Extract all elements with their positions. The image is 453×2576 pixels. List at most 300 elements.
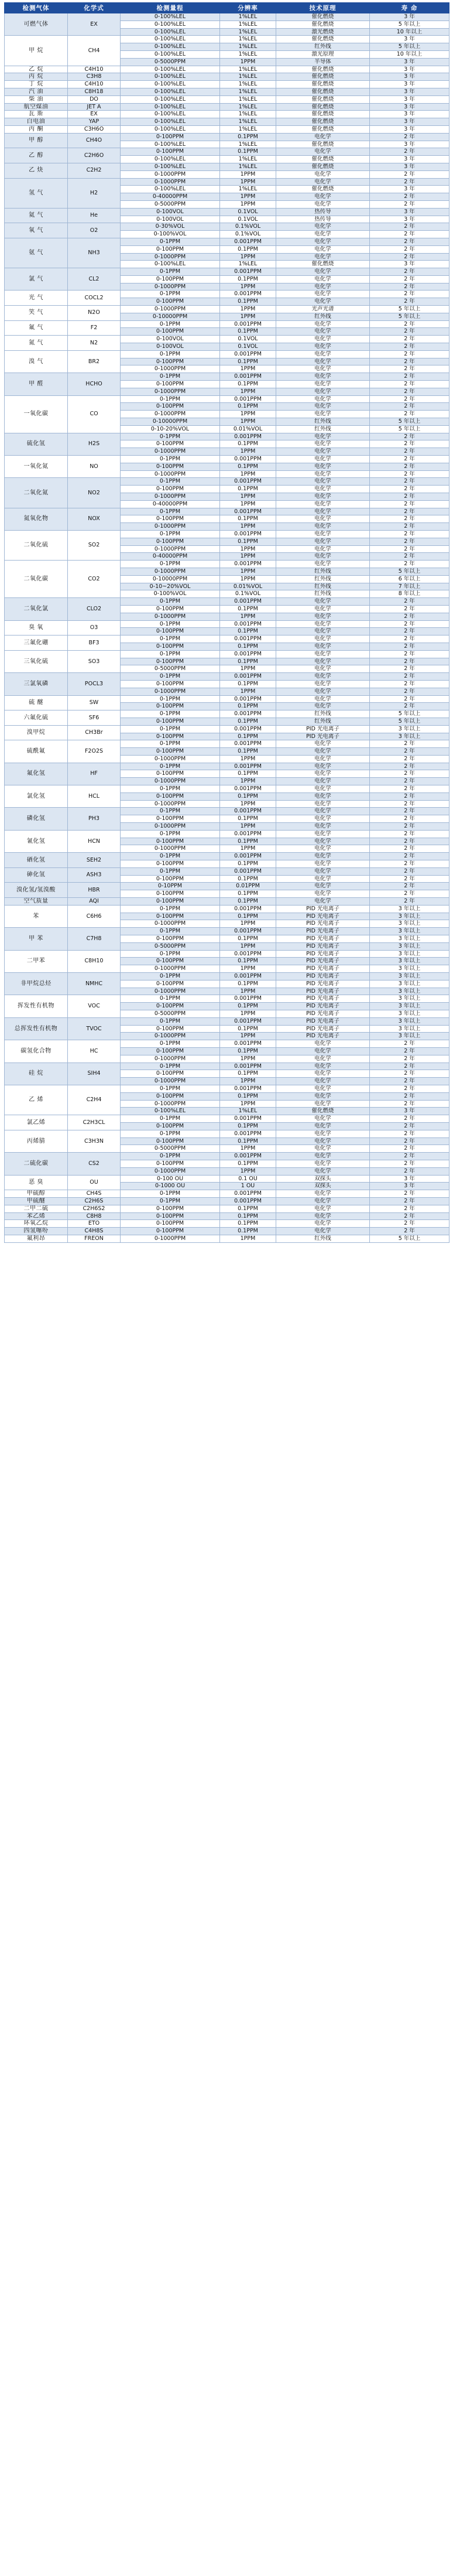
cell-formula: C4H10 — [68, 66, 121, 73]
cell-resolution: 0.1PPM — [220, 1137, 276, 1145]
cell-principle: 电化学 — [276, 1070, 370, 1078]
cell-principle: 电化学 — [276, 853, 370, 860]
cell-resolution: 0.001PPM — [220, 1130, 276, 1137]
cell-principle: 电化学 — [276, 456, 370, 463]
cell-life: 5 年以上 — [370, 418, 449, 426]
cell-principle: 电化学 — [276, 358, 370, 365]
cell-resolution: 0.001PPM — [220, 905, 276, 913]
cell-life: 3 年 — [370, 103, 449, 111]
cell-principle: PID 光电离子 — [276, 905, 370, 913]
cell-range: 0-1PPM — [121, 695, 220, 703]
cell-resolution: 0.1PPM — [220, 748, 276, 756]
cell-range: 0-100%LEL — [121, 36, 220, 43]
cell-formula: EX — [68, 111, 121, 118]
cell-range: 0-1PPM — [121, 373, 220, 381]
cell-formula: SW — [68, 695, 121, 710]
cell-life: 2 年 — [370, 830, 449, 838]
cell-gas-name: 二甲苯 — [5, 950, 68, 972]
cell-formula: ASH3 — [68, 867, 121, 883]
table-row — [5, 1190, 449, 1198]
cell-range: 0-1PPM — [121, 808, 220, 815]
cell-formula: CS2 — [68, 1153, 121, 1175]
cell-formula: HCHO — [68, 373, 121, 395]
cell-life: 2 年 — [370, 1197, 449, 1205]
cell-resolution: 0.1PPM — [220, 245, 276, 253]
cell-formula: COCL2 — [68, 291, 121, 306]
cell-life: 2 年 — [370, 275, 449, 283]
cell-range: 0-100PPM — [121, 275, 220, 283]
cell-range: 0-100PPM — [121, 605, 220, 613]
cell-principle: 电化学 — [276, 1040, 370, 1048]
table-row — [5, 830, 449, 838]
cell-range: 0-100PPM — [121, 328, 220, 336]
cell-principle: 电化学 — [276, 328, 370, 336]
cell-range: 0-1000PPM — [121, 1100, 220, 1108]
cell-life: 2 年 — [370, 898, 449, 906]
cell-life: 2 年 — [370, 170, 449, 178]
table-row — [5, 163, 449, 170]
cell-range: 0-1PPM — [121, 1062, 220, 1070]
cell-life: 2 年 — [370, 553, 449, 561]
cell-principle: PID 光电离子 — [276, 980, 370, 988]
cell-formula: HCL — [68, 785, 121, 808]
cell-life: 2 年 — [370, 680, 449, 688]
cell-life: 2 年 — [370, 336, 449, 343]
cell-life: 2 年 — [370, 268, 449, 276]
cell-range: 0-1000PPM — [121, 470, 220, 478]
table-row — [5, 291, 449, 298]
cell-principle: 电化学 — [276, 178, 370, 186]
cell-resolution: 0.1PPM — [220, 1025, 276, 1033]
cell-range: 0-1000PPM — [121, 545, 220, 553]
cell-resolution: 0.1PPM — [220, 486, 276, 493]
cell-principle: PID 光电离子 — [276, 1010, 370, 1017]
cell-resolution: 1PPM — [220, 193, 276, 201]
cell-life: 3 年 — [370, 1183, 449, 1190]
cell-life: 3 年 — [370, 1175, 449, 1183]
cell-range: 0-100%LEL — [121, 95, 220, 103]
cell-life: 2 年 — [370, 763, 449, 770]
cell-principle: 电化学 — [276, 808, 370, 815]
cell-life: 2 年 — [370, 298, 449, 306]
cell-gas-name: 二甲二硫 — [5, 1205, 68, 1212]
cell-principle: 电化学 — [276, 636, 370, 643]
cell-principle: 电化学 — [276, 231, 370, 238]
cell-gas-name: 甲 烷 — [5, 36, 68, 66]
cell-range: 0-1PPM — [121, 1190, 220, 1198]
cell-range: 0-100PPM — [121, 133, 220, 141]
cell-life: 2 年 — [370, 1160, 449, 1167]
cell-resolution: 0.001PPM — [220, 995, 276, 1003]
cell-principle: 电化学 — [276, 680, 370, 688]
table-row — [5, 268, 449, 276]
cell-resolution: 0.001PPM — [220, 268, 276, 276]
cell-life: 3 年 — [370, 66, 449, 73]
cell-formula: O3 — [68, 620, 121, 636]
cell-principle: 催化燃烧 — [276, 73, 370, 81]
cell-resolution: 0.1PPM — [220, 913, 276, 920]
cell-formula: CO2 — [68, 561, 121, 598]
cell-resolution: 1%LEL — [220, 103, 276, 111]
table-row — [5, 905, 449, 913]
cell-gas-name: 氦 气 — [5, 208, 68, 223]
cell-life: 2 年 — [370, 463, 449, 470]
cell-range: 0-10~20%VOL — [121, 583, 220, 590]
cell-range: 0-1000PPM — [121, 523, 220, 531]
cell-life: 2 年 — [370, 381, 449, 388]
cell-resolution: 0.1VOL — [220, 208, 276, 216]
table-row — [5, 320, 449, 328]
cell-life: 2 年 — [370, 1062, 449, 1070]
cell-life: 2 年 — [370, 867, 449, 875]
cell-life: 2 年 — [370, 561, 449, 568]
cell-range: 0-100PPM — [121, 733, 220, 740]
cell-range: 0-1000PPM — [121, 411, 220, 418]
cell-range: 0-10000PPM — [121, 575, 220, 583]
cell-life: 2 年 — [370, 815, 449, 823]
cell-range: 0-5000PPM — [121, 1145, 220, 1153]
cell-range: 0-1000PPM — [121, 1167, 220, 1175]
cell-resolution: 0.001PPM — [220, 710, 276, 718]
cell-life: 2 年 — [370, 673, 449, 681]
cell-range: 0-100 OU — [121, 1175, 220, 1183]
cell-range: 0-1PPM — [121, 433, 220, 440]
cell-range: 0-100PPM — [121, 913, 220, 920]
table-row — [5, 1228, 449, 1235]
cell-formula: F2 — [68, 320, 121, 336]
cell-range: 0-1PPM — [121, 995, 220, 1003]
cell-life: 2 年 — [370, 320, 449, 328]
cell-range: 0-100PPM — [121, 245, 220, 253]
cell-range: 0-100%LEL — [121, 156, 220, 163]
cell-life: 5 年以上 — [370, 718, 449, 725]
cell-principle: 电化学 — [276, 703, 370, 710]
cell-life: 5 年以上 — [370, 1235, 449, 1242]
cell-resolution: 0.001PPM — [220, 433, 276, 440]
cell-gas-name: 丙 烷 — [5, 73, 68, 81]
cell-principle: 催化燃烧 — [276, 21, 370, 28]
table-row — [5, 111, 449, 118]
cell-principle: 电化学 — [276, 478, 370, 486]
cell-formula: N2O — [68, 306, 121, 321]
cell-range: 0-1PPM — [121, 725, 220, 733]
cell-range: 0-1PPM — [121, 561, 220, 568]
cell-principle: 电化学 — [276, 598, 370, 606]
cell-principle: 电化学 — [276, 538, 370, 545]
cell-resolution: 0.001PPM — [220, 508, 276, 515]
cell-principle: 激光燃烧 — [276, 28, 370, 36]
cell-principle: 催化燃烧 — [276, 66, 370, 73]
cell-life: 2 年 — [370, 875, 449, 883]
cell-life: 2 年 — [370, 193, 449, 201]
table-row — [5, 1220, 449, 1228]
cell-range: 0-1000PPM — [121, 493, 220, 501]
cell-formula: C2H6O — [68, 148, 121, 163]
cell-range: 0-100PPM — [121, 890, 220, 898]
cell-principle: 双探头 — [276, 1183, 370, 1190]
cell-formula: NMHC — [68, 973, 121, 995]
cell-resolution: 1PPM — [220, 1167, 276, 1175]
cell-formula: JET A — [68, 103, 121, 111]
cell-principle: 红外线 — [276, 1235, 370, 1242]
cell-resolution: 1PPM — [220, 1235, 276, 1242]
cell-resolution: 0.001PPM — [220, 950, 276, 958]
cell-principle: 电化学 — [276, 193, 370, 201]
cell-principle: 红外线 — [276, 313, 370, 320]
cell-gas-name: 氟化氢 — [5, 763, 68, 785]
cell-life: 3 年 — [370, 216, 449, 223]
cell-principle: 电化学 — [276, 268, 370, 276]
cell-range: 0-10000PPM — [121, 418, 220, 426]
cell-range: 0-1PPM — [121, 905, 220, 913]
cell-formula: CL2 — [68, 268, 121, 291]
cell-range: 0-100%LEL — [121, 66, 220, 73]
cell-range: 0-100PPM — [121, 1070, 220, 1078]
cell-principle: 电化学 — [276, 238, 370, 245]
cell-life: 2 年 — [370, 695, 449, 703]
cell-principle: 电化学 — [276, 838, 370, 845]
cell-formula: F2O2S — [68, 740, 121, 763]
cell-principle: 红外线 — [276, 425, 370, 433]
cell-life: 3 年 — [370, 58, 449, 66]
cell-principle: 电化学 — [276, 350, 370, 358]
cell-resolution: 0.1PPM — [220, 935, 276, 943]
cell-life: 3 年以上 — [370, 913, 449, 920]
cell-life: 3 年以上 — [370, 980, 449, 988]
cell-life: 3 年 — [370, 95, 449, 103]
cell-principle: 电化学 — [276, 1062, 370, 1070]
cell-range: 0-1PPM — [121, 830, 220, 838]
cell-life: 3 年 — [370, 73, 449, 81]
cell-principle: 电化学 — [276, 508, 370, 515]
cell-life: 2 年 — [370, 688, 449, 695]
cell-gas-name: 甲 醛 — [5, 373, 68, 395]
table-row — [5, 1197, 449, 1205]
col-range: 检测量程 — [121, 3, 220, 13]
cell-life: 2 年 — [370, 755, 449, 763]
cell-resolution: 0.001PPM — [220, 973, 276, 980]
cell-range: 0-100PPM — [121, 958, 220, 965]
cell-principle: 催化燃烧 — [276, 103, 370, 111]
cell-formula: C8H10 — [68, 950, 121, 972]
cell-resolution: 0.001PPM — [220, 320, 276, 328]
cell-range: 0-1PPM — [121, 1085, 220, 1092]
cell-resolution: 0.1PPM — [220, 703, 276, 710]
cell-life: 3 年以上 — [370, 1017, 449, 1025]
cell-resolution: 0.001PPM — [220, 598, 276, 606]
cell-life: 2 年 — [370, 395, 449, 403]
cell-resolution: 1%LEL — [220, 81, 276, 88]
table-row — [5, 478, 449, 486]
cell-gas-name: 氟利昂 — [5, 1235, 68, 1242]
cell-formula: C8H18 — [68, 88, 121, 95]
cell-resolution: 0.1PPM — [220, 1212, 276, 1220]
cell-resolution: 0.001PPM — [220, 456, 276, 463]
table-row — [5, 883, 449, 890]
cell-gas-name: 碳氢化合物 — [5, 1040, 68, 1062]
cell-resolution: 0.001PPM — [220, 650, 276, 658]
cell-life: 3 年以上 — [370, 1025, 449, 1033]
cell-range: 0-100PPM — [121, 703, 220, 710]
cell-life: 2 年 — [370, 1122, 449, 1130]
cell-range: 0-100PPM — [121, 875, 220, 883]
cell-formula: CH4O — [68, 133, 121, 148]
cell-principle: 电化学 — [276, 755, 370, 763]
cell-life: 2 年 — [370, 1130, 449, 1137]
cell-life: 6 年以上 — [370, 575, 449, 583]
cell-range: 0-40000PPM — [121, 193, 220, 201]
table-row — [5, 808, 449, 815]
cell-principle: 红外线 — [276, 43, 370, 51]
cell-range: 0-100PPM — [121, 1122, 220, 1130]
cell-principle: 电化学 — [276, 388, 370, 395]
cell-life: 3 年以上 — [370, 935, 449, 943]
cell-range: 0-100PPM — [121, 1220, 220, 1228]
cell-range: 0-1PPM — [121, 1040, 220, 1048]
cell-principle: PID 光电离子 — [276, 1025, 370, 1033]
cell-range: 0-100PPM — [121, 980, 220, 988]
cell-resolution: 1PPM — [220, 253, 276, 261]
cell-principle: 催化燃烧 — [276, 118, 370, 126]
cell-gas-name: 非甲烷总烃 — [5, 973, 68, 995]
table-row — [5, 1040, 449, 1048]
cell-resolution: 1PPM — [220, 942, 276, 950]
cell-life: 2 年 — [370, 433, 449, 440]
table-row — [5, 148, 449, 156]
cell-principle: 电化学 — [276, 1055, 370, 1062]
cell-formula: C3H6O — [68, 125, 121, 133]
cell-principle: 电化学 — [276, 530, 370, 538]
cell-principle: 电化学 — [276, 740, 370, 748]
cell-gas-name: 氧 气 — [5, 223, 68, 238]
cell-resolution: 0.1PPM — [220, 133, 276, 141]
table-row — [5, 81, 449, 88]
table-row — [5, 867, 449, 875]
cell-principle: 电化学 — [276, 395, 370, 403]
cell-range: 0-100PPM — [121, 381, 220, 388]
cell-resolution: 0.1PPM — [220, 1160, 276, 1167]
cell-resolution: 0.1PPM — [220, 605, 276, 613]
table-row — [5, 710, 449, 718]
cell-resolution: 0.001PPM — [220, 695, 276, 703]
cell-principle: 电化学 — [276, 1145, 370, 1153]
cell-principle: 电化学 — [276, 800, 370, 808]
table-row — [5, 103, 449, 111]
cell-formula: NOX — [68, 508, 121, 530]
cell-principle: 催化燃烧 — [276, 1108, 370, 1115]
cell-range: 0-100PPM — [121, 1003, 220, 1010]
cell-life: 3 年 — [370, 186, 449, 193]
cell-resolution: 0.1PPM — [220, 958, 276, 965]
col-life: 寿 命 — [370, 3, 449, 13]
cell-resolution: 0.1 OU — [220, 1175, 276, 1183]
cell-gas-name: 臭 氧 — [5, 620, 68, 636]
cell-life: 2 年 — [370, 1212, 449, 1220]
cell-resolution: 1 OU — [220, 1183, 276, 1190]
cell-range: 0-5000PPM — [121, 665, 220, 673]
cell-formula: H2 — [68, 178, 121, 208]
cell-life: 2 年 — [370, 1040, 449, 1048]
cell-resolution: 1PPM — [220, 283, 276, 291]
cell-resolution: 1%LEL — [220, 13, 276, 21]
cell-formula: O2 — [68, 223, 121, 238]
cell-resolution: 1%LEL — [220, 118, 276, 126]
cell-formula: SEH2 — [68, 853, 121, 868]
cell-resolution: 0.01%VOL — [220, 425, 276, 433]
cell-life: 2 年 — [370, 1047, 449, 1055]
cell-resolution: 1PPM — [220, 418, 276, 426]
cell-resolution: 1%LEL — [220, 163, 276, 170]
cell-gas-name: 乙 烯 — [5, 1085, 68, 1115]
cell-range: 0-100%LEL — [121, 28, 220, 36]
cell-resolution: 0.001PPM — [220, 373, 276, 381]
cell-principle: PID 光电离子 — [276, 920, 370, 928]
cell-resolution: 0.1PPM — [220, 890, 276, 898]
cell-resolution: 1%LEL — [220, 28, 276, 36]
table-row — [5, 1153, 449, 1160]
cell-resolution: 0.1PPM — [220, 515, 276, 523]
cell-principle: 电化学 — [276, 785, 370, 793]
cell-principle: 催化燃烧 — [276, 95, 370, 103]
cell-resolution: 1PPM — [220, 388, 276, 395]
cell-principle: 电化学 — [276, 650, 370, 658]
table-row — [5, 785, 449, 793]
cell-range: 0-100PPM — [121, 148, 220, 156]
table-row — [5, 66, 449, 73]
cell-life: 3 年 — [370, 163, 449, 170]
cell-range: 0-1PPM — [121, 508, 220, 515]
cell-life: 2 年 — [370, 545, 449, 553]
table-row — [5, 125, 449, 133]
cell-gas-name: 六氟化硫 — [5, 710, 68, 726]
cell-principle: 电化学 — [276, 830, 370, 838]
cell-range: 0-1PPM — [121, 636, 220, 643]
gas-detection-spec-sheet — [0, 2, 453, 2576]
cell-range: 0-100%LEL — [121, 141, 220, 148]
table-row — [5, 118, 449, 126]
cell-range: 0-1PPM — [121, 268, 220, 276]
cell-life: 3 年 — [370, 261, 449, 268]
cell-life: 3 年 — [370, 141, 449, 148]
cell-life: 5 年以上 — [370, 425, 449, 433]
cell-resolution: 1%LEL — [220, 186, 276, 193]
cell-principle: PID 光电离子 — [276, 913, 370, 920]
cell-life: 3 年 — [370, 111, 449, 118]
cell-range: 0-100PPM — [121, 1137, 220, 1145]
cell-resolution: 0.001PPM — [220, 1017, 276, 1025]
cell-resolution: 0.1VOL — [220, 336, 276, 343]
cell-resolution: 1PPM — [220, 920, 276, 928]
cell-principle: 电化学 — [276, 291, 370, 298]
cell-range: 0-1000PPM — [121, 688, 220, 695]
cell-range: 0-100%LEL — [121, 1108, 220, 1115]
cell-resolution: 0.001PPM — [220, 620, 276, 628]
cell-range: 0-100%VOL — [121, 231, 220, 238]
cell-resolution: 1PPM — [220, 575, 276, 583]
cell-principle: 电化学 — [276, 643, 370, 650]
cell-principle: 电化学 — [276, 298, 370, 306]
cell-gas-name: 二硫化碳 — [5, 1153, 68, 1175]
cell-life: 3 年 — [370, 156, 449, 163]
cell-resolution: 0.001PPM — [220, 1153, 276, 1160]
cell-life: 7 年以上 — [370, 583, 449, 590]
cell-gas-name: 三氟化硼 — [5, 636, 68, 651]
cell-range: 0-1000PPM — [121, 755, 220, 763]
cell-resolution: 0.001PPM — [220, 291, 276, 298]
cell-principle: 电化学 — [276, 1197, 370, 1205]
cell-range: 0-1PPM — [121, 785, 220, 793]
table-row — [5, 208, 449, 216]
